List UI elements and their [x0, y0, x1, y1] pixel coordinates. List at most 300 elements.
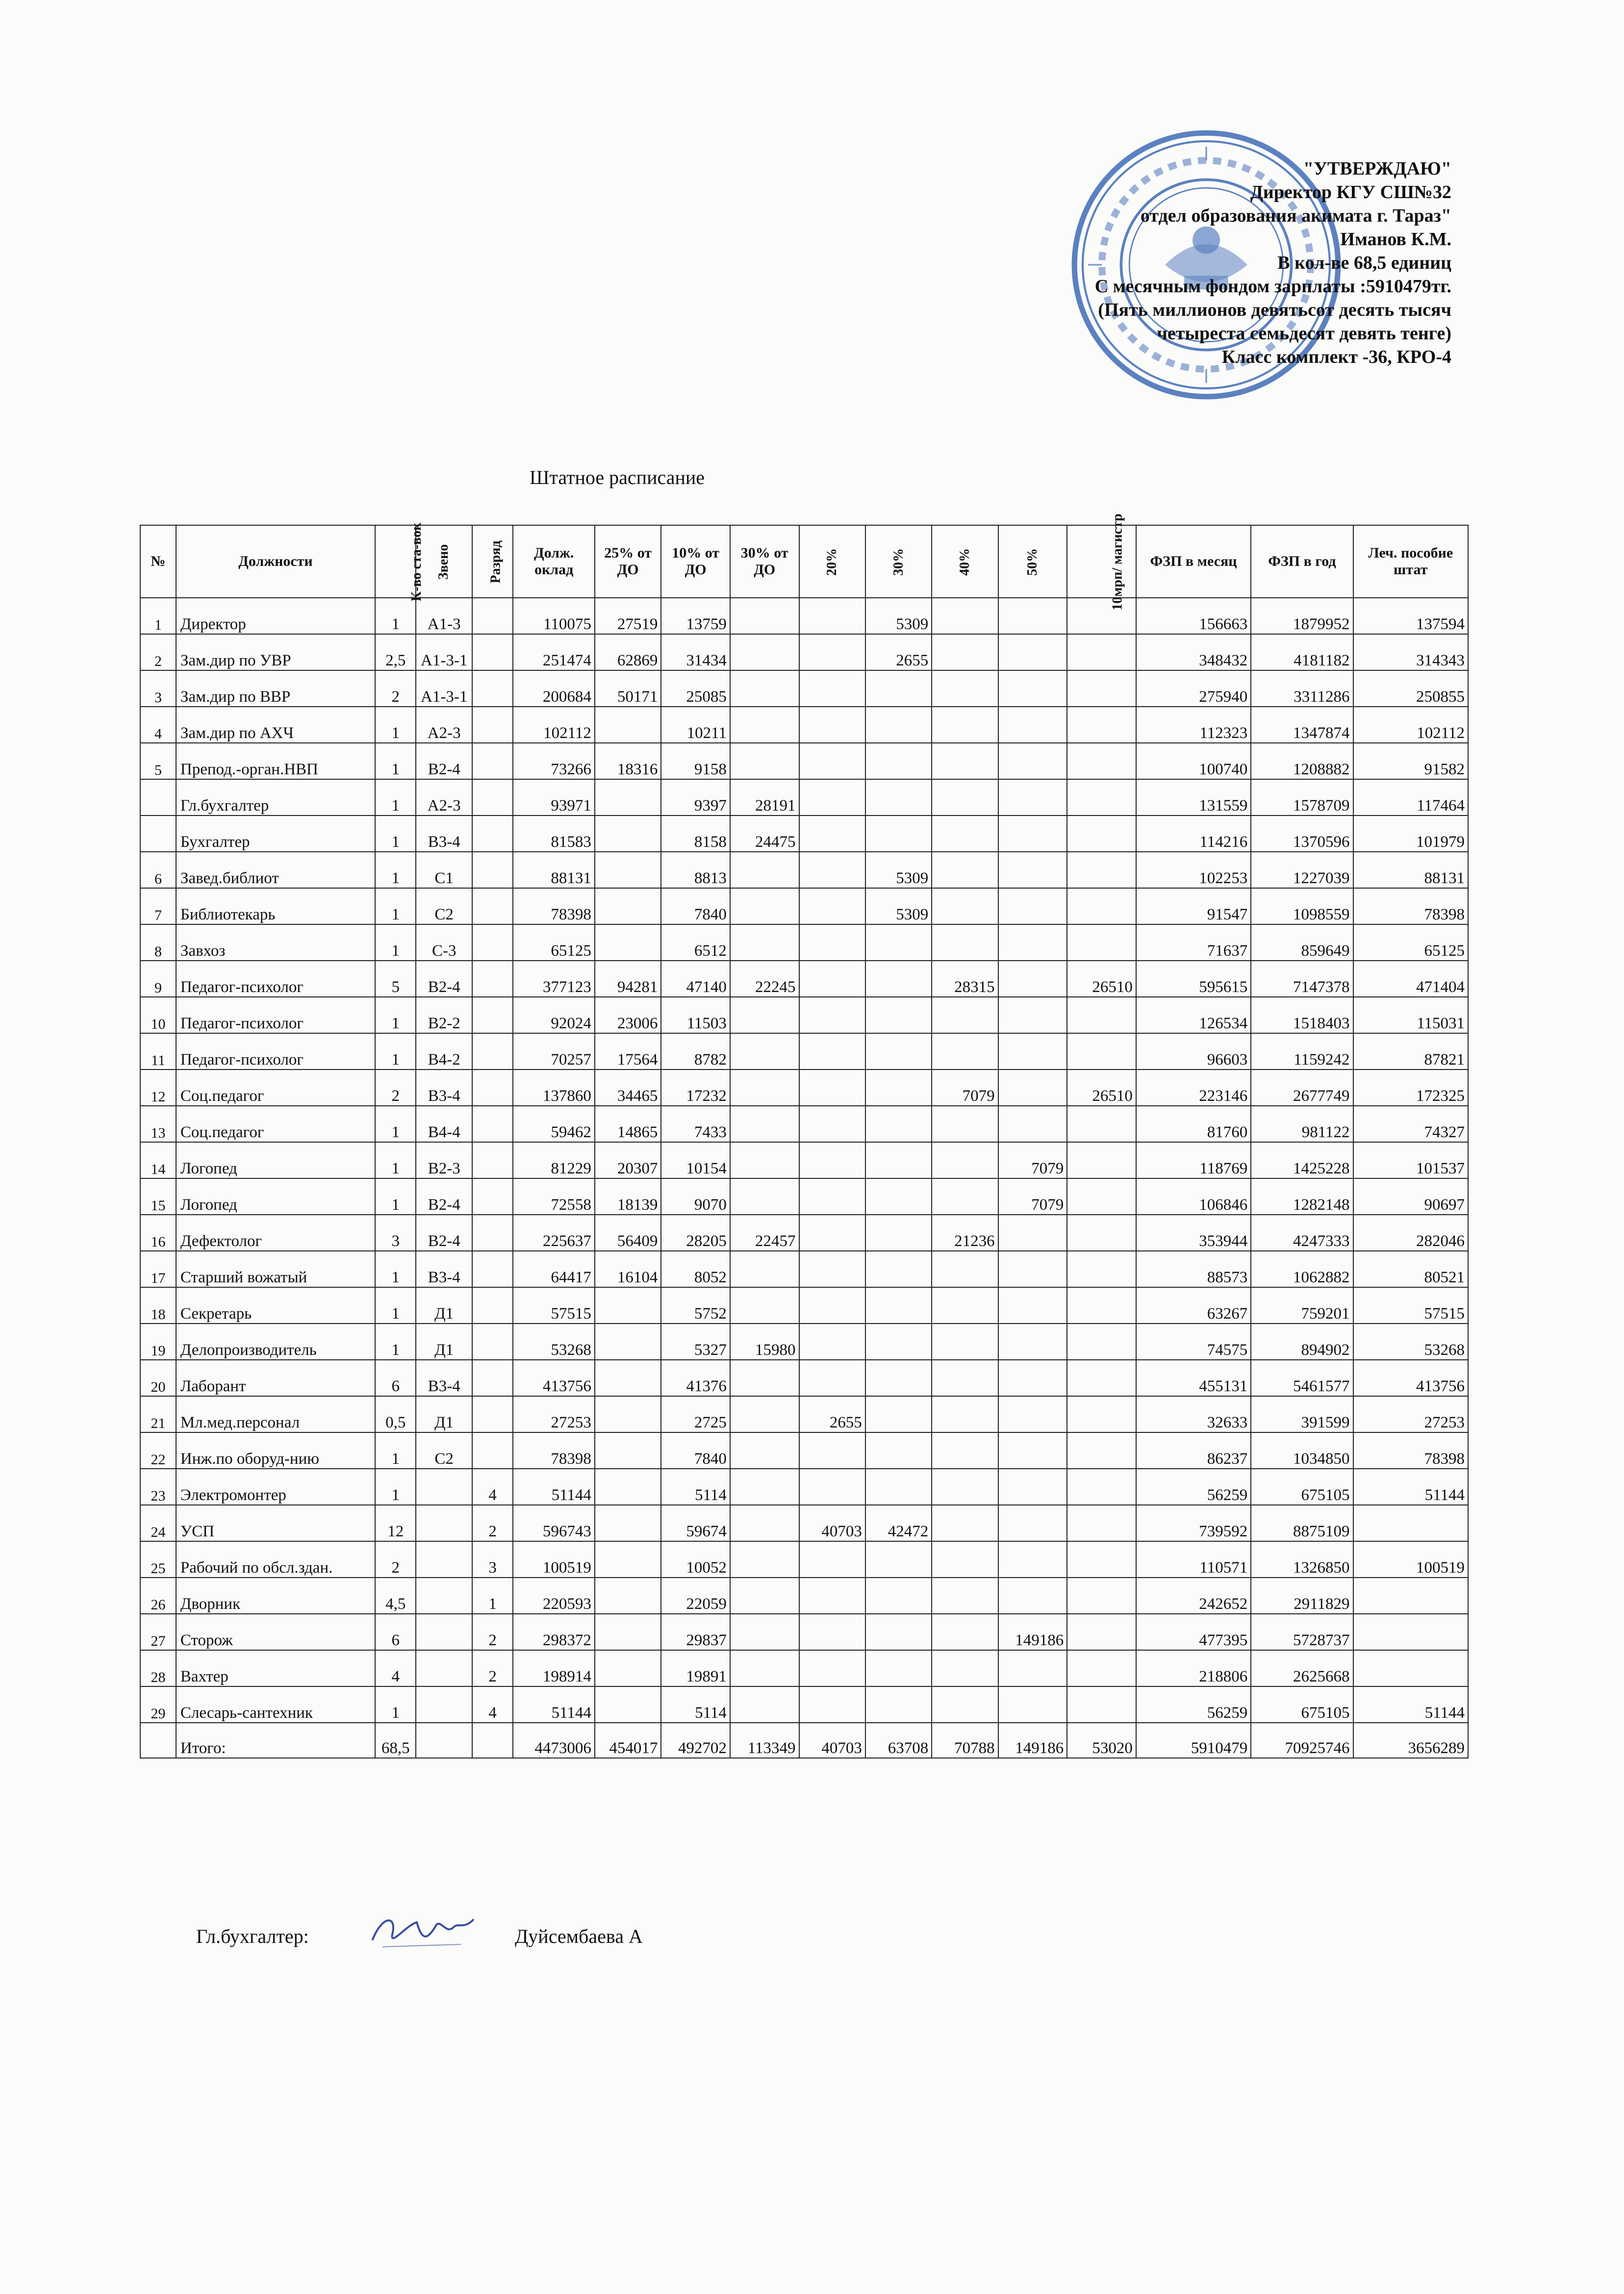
- table-row: [140, 1614, 1468, 1650]
- table-cell: 51144: [513, 1686, 595, 1723]
- table-cell: [799, 1178, 865, 1215]
- column-header-text: К-во ста-вок: [409, 522, 425, 601]
- table-cell: Зам.дир по АХЧ: [176, 707, 375, 743]
- table-cell: 21236: [932, 1215, 998, 1251]
- table-cell: [730, 1070, 799, 1106]
- table-cell: [932, 1396, 998, 1432]
- table-cell: 51144: [1353, 1469, 1469, 1505]
- column-header-text: Разряд: [488, 540, 504, 584]
- table-cell: 65125: [513, 924, 595, 961]
- table-cell: 16104: [595, 1251, 661, 1287]
- table-cell: [730, 924, 799, 961]
- table-cell: [416, 1723, 472, 1758]
- table-cell: [932, 1106, 998, 1142]
- table-cell: [595, 816, 661, 852]
- table-cell: 114216: [1136, 816, 1251, 852]
- table-cell: 28205: [661, 1215, 730, 1251]
- table-cell: Инж.по оборуд-нию: [176, 1432, 375, 1469]
- table-cell: [1067, 1650, 1136, 1686]
- approval-block: [912, 157, 1451, 369]
- table-cell: 1: [375, 1432, 416, 1469]
- table-cell: [799, 634, 865, 670]
- table-cell: [932, 1033, 998, 1070]
- table-cell: [865, 707, 932, 743]
- table-cell: 59674: [661, 1505, 730, 1541]
- table-row: [140, 852, 1468, 888]
- table-cell: [595, 1578, 661, 1614]
- table-cell: [998, 1215, 1067, 1251]
- table-cell: [1067, 1686, 1136, 1723]
- table-row: [140, 1396, 1468, 1432]
- table-row: [140, 1432, 1468, 1469]
- table-cell: 47140: [661, 961, 730, 997]
- table-cell: [799, 707, 865, 743]
- table-cell: С2: [416, 1432, 472, 1469]
- table-cell: В2-4: [416, 1215, 472, 1251]
- table-cell: 8158: [661, 816, 730, 852]
- table-cell: 12: [375, 1505, 416, 1541]
- table-cell: [932, 1142, 998, 1178]
- table-cell: [730, 1178, 799, 1215]
- table-cell: [730, 1142, 799, 1178]
- table-cell: [1353, 1505, 1469, 1541]
- table-row: [140, 1142, 1468, 1178]
- table-cell: 56409: [595, 1215, 661, 1251]
- table-cell: [1067, 634, 1136, 670]
- table-cell: 298372: [513, 1614, 595, 1650]
- table-row: [140, 924, 1468, 961]
- table-cell: [472, 1142, 513, 1178]
- table-cell: 88131: [1353, 852, 1469, 888]
- table-cell: 5114: [661, 1686, 730, 1723]
- table-cell: [799, 1033, 865, 1070]
- table-cell: [799, 598, 865, 634]
- table-cell: Директор: [176, 598, 375, 634]
- table-cell: 3: [472, 1541, 513, 1578]
- table-cell: 71637: [1136, 924, 1251, 961]
- table-cell: [865, 1251, 932, 1287]
- table-cell: 5: [140, 743, 176, 779]
- table-row: [140, 888, 1468, 924]
- table-cell: [1067, 1324, 1136, 1360]
- table-cell: 106846: [1136, 1178, 1251, 1215]
- table-row: [140, 1287, 1468, 1324]
- table-cell: [998, 1396, 1067, 1432]
- column-header: [375, 522, 425, 601]
- table-cell: 88573: [1136, 1251, 1251, 1287]
- table-cell: 0,5: [375, 1396, 416, 1432]
- table-cell: 1062882: [1251, 1251, 1353, 1287]
- table-cell: [472, 1178, 513, 1215]
- table-cell: 70257: [513, 1033, 595, 1070]
- table-cell: [1353, 1650, 1469, 1686]
- table-cell: [799, 888, 865, 924]
- table-cell: [865, 1324, 932, 1360]
- table-cell: 759201: [1251, 1287, 1353, 1324]
- table-cell: 1: [375, 743, 416, 779]
- table-cell: 91582: [1353, 743, 1469, 779]
- document-title: Штатное расписание: [530, 466, 705, 488]
- table-cell: [799, 743, 865, 779]
- table-cell: 112323: [1136, 707, 1251, 743]
- table-cell: [799, 852, 865, 888]
- table-cell: [799, 1360, 865, 1396]
- table-cell: [730, 1505, 799, 1541]
- table-cell: 59462: [513, 1106, 595, 1142]
- table-cell: 1: [375, 1142, 416, 1178]
- table-cell: [730, 1287, 799, 1324]
- approval-line: отдел образования акимата г. Тараз": [1140, 205, 1451, 226]
- table-cell: 981122: [1251, 1106, 1353, 1142]
- table-cell: 88131: [513, 852, 595, 888]
- table-cell: 42472: [865, 1505, 932, 1541]
- table-cell: [730, 598, 799, 634]
- table-cell: [595, 1396, 661, 1432]
- table-cell: [998, 1432, 1067, 1469]
- table-cell: [1067, 743, 1136, 779]
- table-cell: 1: [375, 997, 416, 1033]
- column-header-text: 30%: [890, 548, 906, 576]
- table-cell: 115031: [1353, 997, 1469, 1033]
- table-cell: [865, 961, 932, 997]
- table-cell: В2-2: [416, 997, 472, 1033]
- table-cell: 65125: [1353, 924, 1469, 961]
- table-cell: 8813: [661, 852, 730, 888]
- table-cell: Педагог-психолог: [176, 1033, 375, 1070]
- table-cell: 34465: [595, 1070, 661, 1106]
- table-cell: 7840: [661, 888, 730, 924]
- table-cell: 4,5: [375, 1578, 416, 1614]
- table-cell: [799, 779, 865, 816]
- table-cell: [932, 1432, 998, 1469]
- table-cell: 53268: [513, 1324, 595, 1360]
- table-cell: [416, 1541, 472, 1578]
- table-cell: 1: [375, 888, 416, 924]
- approval-line: Директор КГУ СШ№32: [1250, 182, 1451, 203]
- table-row: [140, 961, 1468, 997]
- table-cell: [416, 1650, 472, 1686]
- table-cell: 7: [140, 888, 176, 924]
- table-cell: [932, 1287, 998, 1324]
- table-cell: [865, 1287, 932, 1324]
- table-cell: 353944: [1136, 1215, 1251, 1251]
- table-cell: [595, 1360, 661, 1396]
- table-cell: [1067, 1033, 1136, 1070]
- table-cell: 113349: [730, 1723, 799, 1758]
- table-cell: 63708: [865, 1723, 932, 1758]
- table-cell: [865, 997, 932, 1033]
- table-cell: 102253: [1136, 852, 1251, 888]
- table-cell: 7147378: [1251, 961, 1353, 997]
- table-cell: [932, 1324, 998, 1360]
- table-cell: 12: [140, 1070, 176, 1106]
- table-cell: [799, 1686, 865, 1723]
- table-cell: 477395: [1136, 1614, 1251, 1650]
- table-cell: 27519: [595, 598, 661, 634]
- table-cell: 137594: [1353, 598, 1469, 634]
- table-row: [140, 1251, 1468, 1287]
- table-cell: 62869: [595, 634, 661, 670]
- table-cell: 28191: [730, 779, 799, 816]
- table-cell: В3-4: [416, 816, 472, 852]
- table-cell: [865, 1432, 932, 1469]
- table-cell: [998, 1686, 1067, 1723]
- table-cell: 1370596: [1251, 816, 1353, 852]
- table-cell: 17232: [661, 1070, 730, 1106]
- table-cell: 1: [140, 598, 176, 634]
- table-cell: 110075: [513, 598, 595, 634]
- approval-line: (Пять миллионов девятьсот десять тысяч: [1098, 300, 1451, 320]
- table-cell: 72558: [513, 1178, 595, 1215]
- table-cell: 101537: [1353, 1142, 1469, 1178]
- table-cell: 7433: [661, 1106, 730, 1142]
- table-cell: [932, 1650, 998, 1686]
- table-cell: [799, 1215, 865, 1251]
- table-cell: [998, 1578, 1067, 1614]
- table-cell: 1208882: [1251, 743, 1353, 779]
- table-cell: [865, 1396, 932, 1432]
- column-header: [932, 525, 998, 598]
- table-cell: [799, 997, 865, 1033]
- table-cell: 1518403: [1251, 997, 1353, 1033]
- table-row: [140, 1469, 1468, 1505]
- table-cell: 70788: [932, 1723, 998, 1758]
- table-cell: 13: [140, 1106, 176, 1142]
- table-cell: Вахтер: [176, 1650, 375, 1686]
- table-cell: Завед.библиот: [176, 852, 375, 888]
- table-cell: [595, 1287, 661, 1324]
- table-cell: [799, 961, 865, 997]
- table-cell: Соц.педагог: [176, 1106, 375, 1142]
- table-cell: 10: [140, 997, 176, 1033]
- table-cell: [932, 707, 998, 743]
- column-header: 10% от ДО: [661, 525, 730, 598]
- table-cell: 5461577: [1251, 1360, 1353, 1396]
- column-header-text: 20%: [824, 548, 840, 576]
- table-cell: [1067, 1432, 1136, 1469]
- table-cell: 57515: [513, 1287, 595, 1324]
- table-cell: 739592: [1136, 1505, 1251, 1541]
- table-cell: 20307: [595, 1142, 661, 1178]
- table-cell: Зам.дир по ВВР: [176, 670, 375, 707]
- table-cell: 1: [472, 1578, 513, 1614]
- table-cell: 242652: [1136, 1578, 1251, 1614]
- table-cell: [998, 1070, 1067, 1106]
- table-cell: 2677749: [1251, 1070, 1353, 1106]
- table-cell: 5309: [865, 852, 932, 888]
- table-cell: [416, 1614, 472, 1650]
- table-cell: 24475: [730, 816, 799, 852]
- approval-line: четыреста семьдесят девять тенге): [1157, 323, 1451, 344]
- table-cell: [998, 598, 1067, 634]
- table-cell: [472, 1033, 513, 1070]
- table-cell: [799, 1324, 865, 1360]
- table-cell: В3-4: [416, 1360, 472, 1396]
- column-header: Должности: [176, 525, 375, 598]
- table-cell: 13759: [661, 598, 730, 634]
- column-header: [1067, 513, 1136, 611]
- table-cell: 3656289: [1353, 1723, 1469, 1758]
- column-header: ФЗП в год: [1251, 525, 1353, 598]
- table-cell: Дворник: [176, 1578, 375, 1614]
- table-cell: 2: [140, 634, 176, 670]
- table-row: [140, 1541, 1468, 1578]
- table-cell: 74327: [1353, 1106, 1469, 1142]
- table-cell: 200684: [513, 670, 595, 707]
- table-cell: [472, 598, 513, 634]
- table-cell: [595, 888, 661, 924]
- table-cell: [1067, 1287, 1136, 1324]
- table-cell: 6512: [661, 924, 730, 961]
- table-cell: [998, 888, 1067, 924]
- table-row: [140, 743, 1468, 779]
- table-cell: 223146: [1136, 1070, 1251, 1106]
- table-cell: 56259: [1136, 1469, 1251, 1505]
- table-cell: [932, 1251, 998, 1287]
- table-cell: [1067, 707, 1136, 743]
- table-cell: 21: [140, 1396, 176, 1432]
- table-cell: 28: [140, 1650, 176, 1686]
- table-cell: 26510: [1067, 961, 1136, 997]
- table-cell: 1227039: [1251, 852, 1353, 888]
- table-cell: [730, 852, 799, 888]
- column-header: 30% от ДО: [730, 525, 799, 598]
- table-cell: [865, 1178, 932, 1215]
- table-header-row: [140, 525, 1468, 598]
- table-cell: [865, 1614, 932, 1650]
- table-cell: 118769: [1136, 1142, 1251, 1178]
- table-cell: 5309: [865, 598, 932, 634]
- table-cell: 110571: [1136, 1541, 1251, 1578]
- table-row: [140, 670, 1468, 707]
- table-cell: 27253: [513, 1396, 595, 1432]
- table-cell: УСП: [176, 1505, 375, 1541]
- table-cell: 1: [375, 1469, 416, 1505]
- table-cell: 5: [375, 961, 416, 997]
- table-cell: 22457: [730, 1215, 799, 1251]
- table-cell: [472, 1360, 513, 1396]
- table-cell: 471404: [1353, 961, 1469, 997]
- table-cell: [472, 1215, 513, 1251]
- table-cell: [730, 1106, 799, 1142]
- table-cell: [998, 1541, 1067, 1578]
- table-cell: [730, 997, 799, 1033]
- table-cell: [1067, 1541, 1136, 1578]
- table-cell: А2-3: [416, 707, 472, 743]
- table-cell: [140, 1723, 176, 1758]
- table-cell: [730, 1614, 799, 1650]
- table-cell: 348432: [1136, 634, 1251, 670]
- table-cell: 1326850: [1251, 1541, 1353, 1578]
- table-cell: Соц.педагог: [176, 1070, 375, 1106]
- table-cell: [799, 1142, 865, 1178]
- table-cell: [730, 1650, 799, 1686]
- table-cell: [932, 634, 998, 670]
- table-cell: 80521: [1353, 1251, 1469, 1287]
- table-cell: 1: [375, 1686, 416, 1723]
- table-cell: [998, 997, 1067, 1033]
- table-row: [140, 779, 1468, 816]
- table-cell: [416, 1686, 472, 1723]
- table-cell: [932, 816, 998, 852]
- table-cell: Завхоз: [176, 924, 375, 961]
- table-cell: 4247333: [1251, 1215, 1353, 1251]
- table-cell: Итого:: [176, 1723, 375, 1758]
- table-cell: Дефектолог: [176, 1215, 375, 1251]
- table-cell: [998, 707, 1067, 743]
- table-cell: 32633: [1136, 1396, 1251, 1432]
- table-cell: 11: [140, 1033, 176, 1070]
- table-cell: 4: [140, 707, 176, 743]
- table-cell: 1: [375, 924, 416, 961]
- table-cell: [595, 852, 661, 888]
- table-cell: 2: [375, 670, 416, 707]
- table-cell: 29: [140, 1686, 176, 1723]
- table-cell: 87821: [1353, 1033, 1469, 1070]
- column-header: [799, 525, 865, 598]
- column-header-text: Звено: [436, 544, 452, 580]
- table-cell: [1067, 1178, 1136, 1215]
- table-cell: [472, 1396, 513, 1432]
- table-cell: 5752: [661, 1287, 730, 1324]
- table-cell: [1067, 1578, 1136, 1614]
- table-cell: [1067, 1142, 1136, 1178]
- table-cell: [865, 816, 932, 852]
- table-cell: [1067, 670, 1136, 707]
- table-cell: 102112: [513, 707, 595, 743]
- table-cell: [865, 1541, 932, 1578]
- table-cell: 2: [472, 1614, 513, 1650]
- table-cell: С-3: [416, 924, 472, 961]
- table-cell: 149186: [998, 1614, 1067, 1650]
- table-cell: 10154: [661, 1142, 730, 1178]
- table-cell: [932, 852, 998, 888]
- table-cell: [998, 1106, 1067, 1142]
- table-cell: 455131: [1136, 1360, 1251, 1396]
- table-cell: 1159242: [1251, 1033, 1353, 1070]
- table-cell: [998, 961, 1067, 997]
- table-cell: 9: [140, 961, 176, 997]
- table-cell: [730, 743, 799, 779]
- table-cell: Гл.бухгалтер: [176, 779, 375, 816]
- table-cell: [865, 1033, 932, 1070]
- table-cell: [472, 888, 513, 924]
- table-cell: 17564: [595, 1033, 661, 1070]
- table-cell: [416, 1578, 472, 1614]
- table-cell: 27: [140, 1614, 176, 1650]
- table-cell: 40703: [799, 1505, 865, 1541]
- table-cell: [472, 1070, 513, 1106]
- table-cell: [1067, 888, 1136, 924]
- table-cell: [998, 1360, 1067, 1396]
- table-cell: 282046: [1353, 1215, 1469, 1251]
- table-cell: [1067, 1251, 1136, 1287]
- table-cell: [799, 1432, 865, 1469]
- table-cell: 78398: [513, 1432, 595, 1469]
- column-header-text: 50%: [1024, 548, 1040, 576]
- table-cell: [730, 888, 799, 924]
- column-header: Леч. пособие штат: [1353, 525, 1469, 598]
- table-cell: Педагог-психолог: [176, 997, 375, 1033]
- table-cell: 29837: [661, 1614, 730, 1650]
- table-cell: 5327: [661, 1324, 730, 1360]
- table-cell: Слесарь-сантехник: [176, 1686, 375, 1723]
- table-cell: 3311286: [1251, 670, 1353, 707]
- table-cell: [1067, 1505, 1136, 1541]
- table-cell: 2625668: [1251, 1650, 1353, 1686]
- table-cell: 1: [375, 1251, 416, 1287]
- table-cell: 101979: [1353, 816, 1469, 852]
